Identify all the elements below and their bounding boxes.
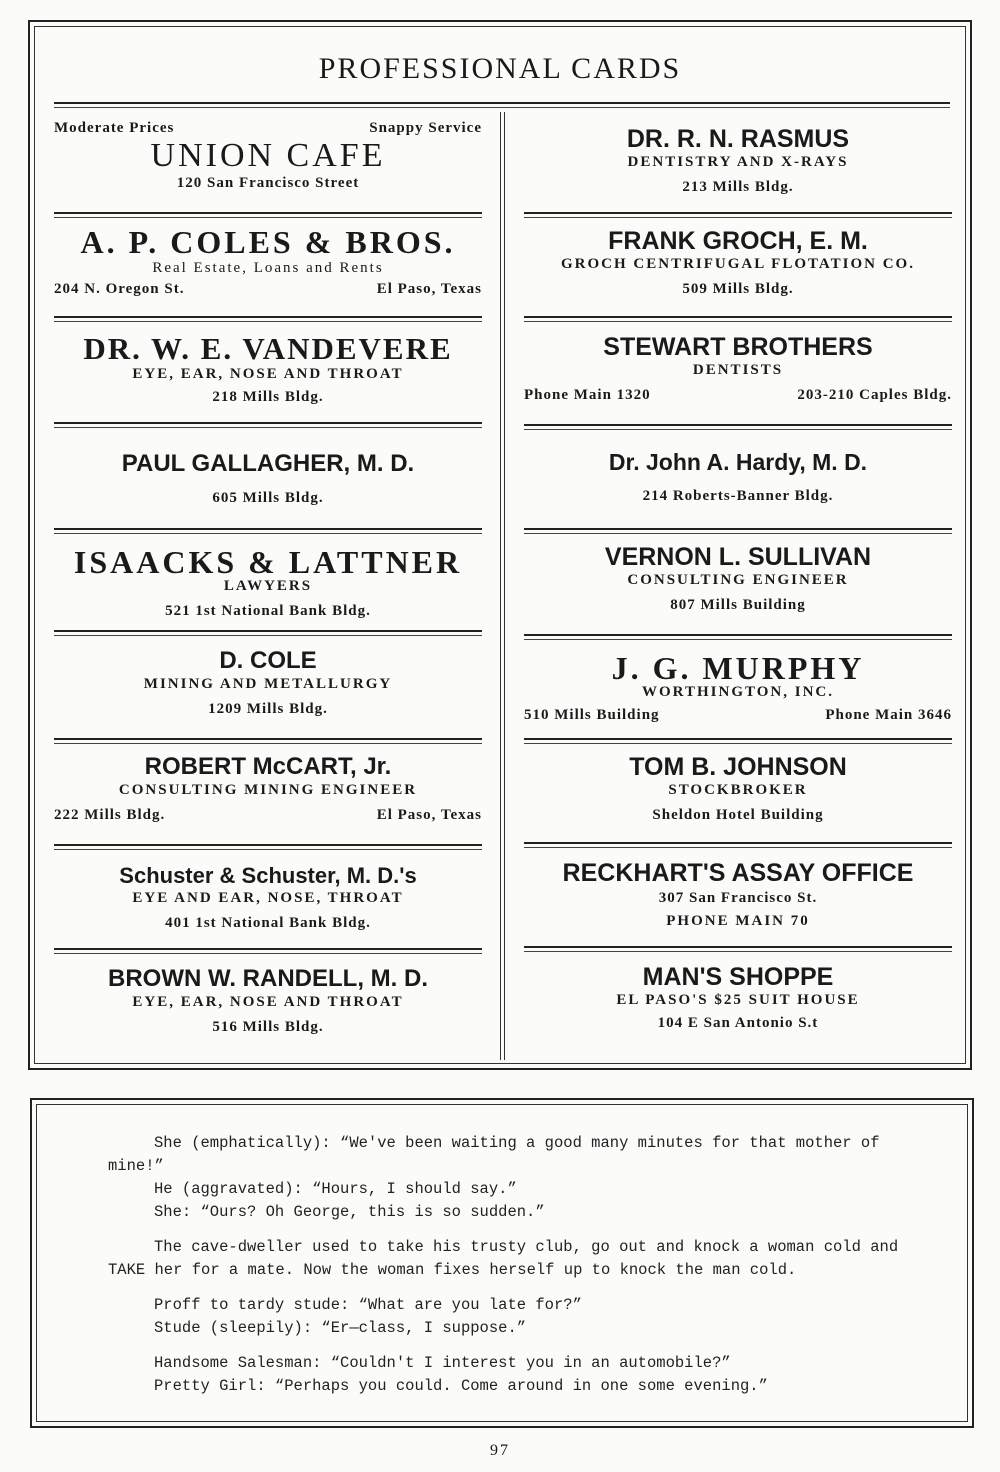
card-name: PAUL GALLAGHER, M. D. xyxy=(121,450,415,477)
card-mans-shoppe xyxy=(524,952,952,1052)
card-line2: 218 Mills Bldg. xyxy=(212,389,324,405)
card-name: RECKHART'S ASSAY OFFICE xyxy=(562,859,914,887)
card-line1: 307 San Francisco St. xyxy=(658,890,818,906)
card-line2: PHONE MAIN 70 xyxy=(666,913,810,929)
card-line1: EYE, EAR, NOSE AND THROAT xyxy=(132,994,404,1010)
joke-paragraph: She: “Ours? Oh George, this is so sudden.” xyxy=(154,1203,545,1221)
card-addr-right: 203-210 Caples Bldg. xyxy=(797,387,952,403)
card-hardy xyxy=(524,430,952,534)
card-line2: 213 Mills Bldg. xyxy=(682,179,794,195)
card-line1: DENTISTS xyxy=(692,362,784,378)
card-line2: 104 E San Antonio S.t xyxy=(657,1015,819,1031)
title-rule-thin xyxy=(54,107,950,108)
card-addr-right: Phone Main 3646 xyxy=(825,707,952,723)
page-number: 97 xyxy=(490,1442,510,1459)
card-name: BROWN W. RANDELL, M. D. xyxy=(108,965,428,992)
card-name: DR. R. N. RASMUS xyxy=(626,125,850,153)
card-name: TOM B. JOHNSON xyxy=(629,753,847,781)
card-schuster xyxy=(54,850,482,954)
card-line1: CONSULTING MINING ENGINEER xyxy=(118,782,418,798)
card-line1: 120 San Francisco Street xyxy=(176,175,360,191)
card-d-cole xyxy=(54,636,482,744)
card-name: Schuster & Schuster, M. D.'s xyxy=(119,863,417,888)
card-name: ROBERT McCART, Jr. xyxy=(144,753,392,780)
joke-paragraph: Handsome Salesman: “Couldn't I interest you in an automobile?” xyxy=(154,1354,731,1372)
card-gallagher xyxy=(54,428,482,534)
joke-paragraph: The cave-dweller used to take his trusty club, go out and knock a woman cold and TAKE her for a mate. Now the woman fixes herself up to knock the man cold. xyxy=(108,1238,899,1279)
card-name: FRANK GROCH, E. M. xyxy=(608,227,868,255)
card-addr-left: 222 Mills Bldg. xyxy=(54,807,166,823)
card-addr-left: Phone Main 1320 xyxy=(524,387,651,403)
card-line2: Sheldon Hotel Building xyxy=(652,807,824,823)
card-line1: EYE, EAR, NOSE AND THROAT xyxy=(132,366,404,382)
card-sullivan xyxy=(524,534,952,640)
card-addr-right: El Paso, Texas xyxy=(376,281,482,297)
jokes-text xyxy=(108,1132,908,1398)
card-name: VERNON L. SULLIVAN xyxy=(604,543,872,571)
right-column xyxy=(524,112,952,1052)
card-johnson xyxy=(524,744,952,848)
card-addr-left: 510 Mills Building xyxy=(524,707,660,723)
card-line1: EYE AND EAR, NOSE, THROAT xyxy=(132,890,404,906)
card-rasmus xyxy=(524,112,952,218)
card-line2: 401 1st National Bank Bldg. xyxy=(165,915,371,931)
card-line2: 516 Mills Bldg. xyxy=(212,1019,324,1035)
card-name: Dr. John A. Hardy, M. D. xyxy=(608,449,868,475)
card-tag-right: Snappy Service xyxy=(369,120,482,136)
card-addr-left: 204 N. Oregon St. xyxy=(54,281,185,297)
card-name: UNION CAFE xyxy=(150,137,386,174)
card-name: J. G. MURPHY xyxy=(611,650,865,686)
card-line2: 214 Roberts-Banner Bldg. xyxy=(642,488,834,504)
card-groch xyxy=(524,218,952,322)
card-murphy xyxy=(524,640,952,744)
card-line1: STOCKBROKER xyxy=(668,782,808,798)
joke-paragraph: She (emphatically): “We've been waiting a good many minutes for that mother of mine!” xyxy=(108,1134,880,1175)
card-reckhart xyxy=(524,848,952,952)
joke-paragraph: He (aggravated): “Hours, I should say.” xyxy=(154,1180,517,1198)
card-name: A. P. COLES & BROS. xyxy=(80,224,456,260)
card-tag-left: Moderate Prices xyxy=(54,120,175,136)
card-name: D. COLE xyxy=(219,647,317,674)
card-line1: DENTISTRY AND X-RAYS xyxy=(627,154,849,170)
left-column xyxy=(54,112,482,1054)
joke-paragraph: Proff to tardy stude: “What are you late for?” xyxy=(154,1296,582,1314)
card-line1: LAWYERS xyxy=(223,578,313,594)
card-line1: WORTHINGTON, INC. xyxy=(642,684,834,700)
card-line2: 807 Mills Building xyxy=(670,597,806,613)
card-line1: Real Estate, Loans and Rents xyxy=(152,260,384,276)
card-randell xyxy=(54,954,482,1054)
card-line2: 521 1st National Bank Bldg. xyxy=(165,603,371,619)
title-rule xyxy=(54,102,950,104)
card-union-cafe xyxy=(54,112,482,218)
card-line1: GROCH CENTRIFUGAL FLOTATION CO. xyxy=(561,256,915,272)
card-line1: CONSULTING ENGINEER xyxy=(627,572,849,588)
card-name: ISAACKS & LATTNER xyxy=(73,544,463,580)
column-divider xyxy=(500,112,505,1060)
card-stewart xyxy=(524,322,952,430)
joke-paragraph: Pretty Girl: “Perhaps you could. Come around in one some evening.” xyxy=(154,1377,768,1395)
card-coles xyxy=(54,218,482,322)
card-name: DR. W. E. VANDEVERE xyxy=(83,331,453,366)
page-title: PROFESSIONAL CARDS xyxy=(318,52,682,85)
joke-paragraph: Stude (sleepily): “Er—class, I suppose.” xyxy=(154,1319,527,1337)
card-isaacks xyxy=(54,534,482,636)
card-addr-right: El Paso, Texas xyxy=(376,807,482,823)
card-line2: 1209 Mills Bldg. xyxy=(208,701,328,717)
card-vandevere xyxy=(54,322,482,428)
card-name: MAN'S SHOPPE xyxy=(642,963,834,991)
card-line1: EL PASO'S $25 SUIT HOUSE xyxy=(616,992,860,1008)
card-line2: 509 Mills Bldg. xyxy=(682,281,794,297)
card-name: STEWART BROTHERS xyxy=(603,333,873,361)
card-mccart xyxy=(54,744,482,850)
card-line1: MINING AND METALLURGY xyxy=(143,676,393,692)
card-line2: 605 Mills Bldg. xyxy=(212,490,324,506)
